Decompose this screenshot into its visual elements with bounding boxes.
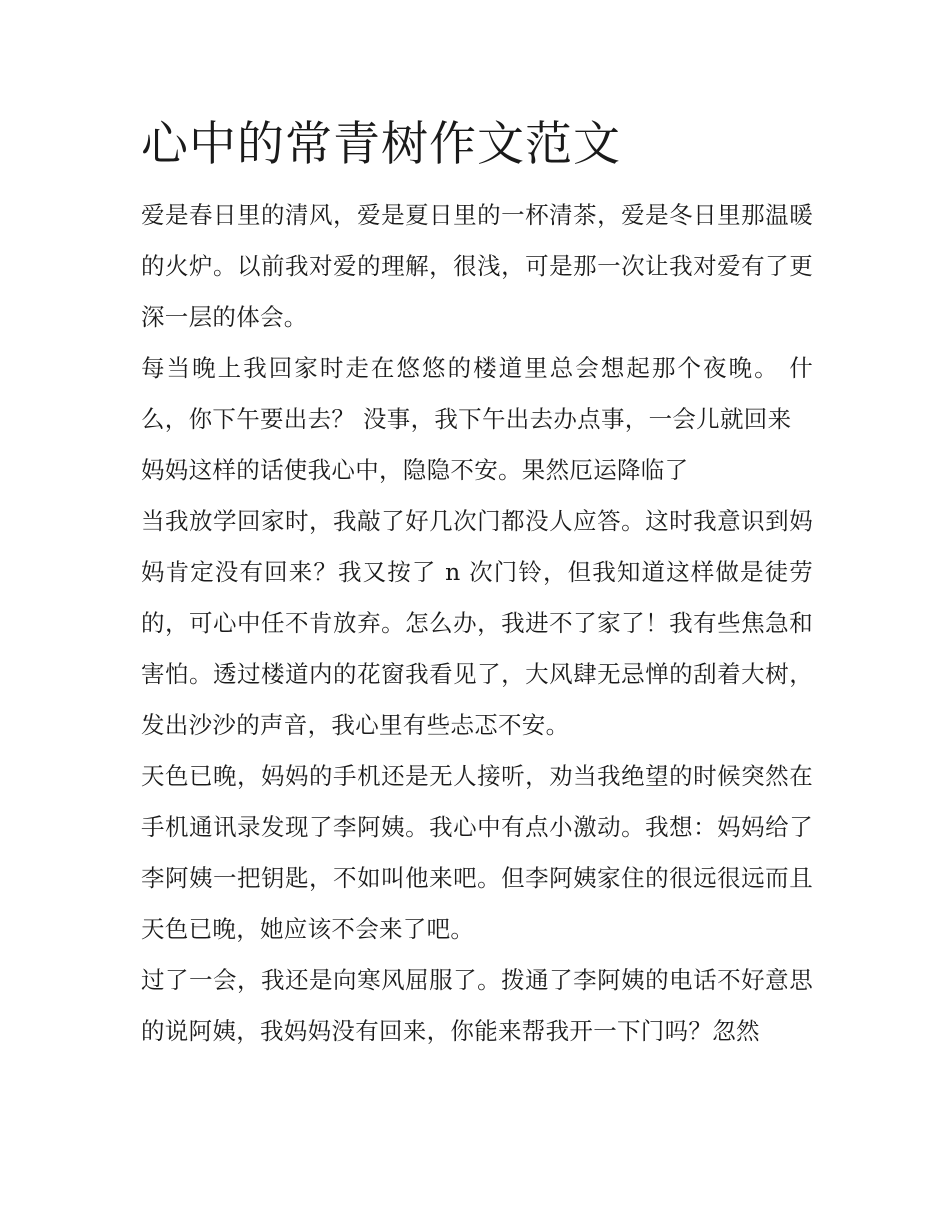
paragraph-4: 当我放学回家时，我敲了好几次门都没人应答。这时我意识到妈妈肯定没有回来？我又按了 n 次门铃，但我知道这样做是徒劳的，可心中任不肯放弃。怎么办，我进不了家了！我有些焦急和害怕。透过楼道内的花窗我看见了，大风肆无忌惮的刮着大树，发出沙沙的声音，我心里有些忐忑不安。 <box>141 507 813 739</box>
paragraph-2: 每当晚上我回家时走在悠悠的楼道里总会想起那个夜晚。 什么，你下午要出去？ 没事，我下午出去办点事，一会儿就回来 <box>141 354 813 433</box>
paragraph-1: 爱是春日里的清风，爱是夏日里的一杯清茶，爱是冬日里那温暖的火炉。以前我对爱的理解，很浅，可是那一次让我对爱有了更深一层的体会。 <box>141 201 813 331</box>
document-page <box>141 112 813 1057</box>
paragraph-6: 过了一会，我还是向寒风屈服了。拨通了李阿姨的电话不好意思的说阿姨，我妈妈没有回来，你能来帮我开一下门吗？忽然 <box>141 966 813 1045</box>
document-title: 心中的常青树作文范文 <box>141 117 621 172</box>
paragraph-5: 天色已晚，妈妈的手机还是无人接听，劝当我绝望的时候突然在手机通讯录发现了李阿姨。我心中有点小激动。我想：妈妈给了李阿姨一把钥匙，不如叫他来吧。但李阿姨家住的很远很远而且天色已晚，她应该不会来了吧。 <box>141 762 813 943</box>
paragraph-3: 妈妈这样的话使我心中，隐隐不安。果然厄运降临了 <box>141 456 689 484</box>
